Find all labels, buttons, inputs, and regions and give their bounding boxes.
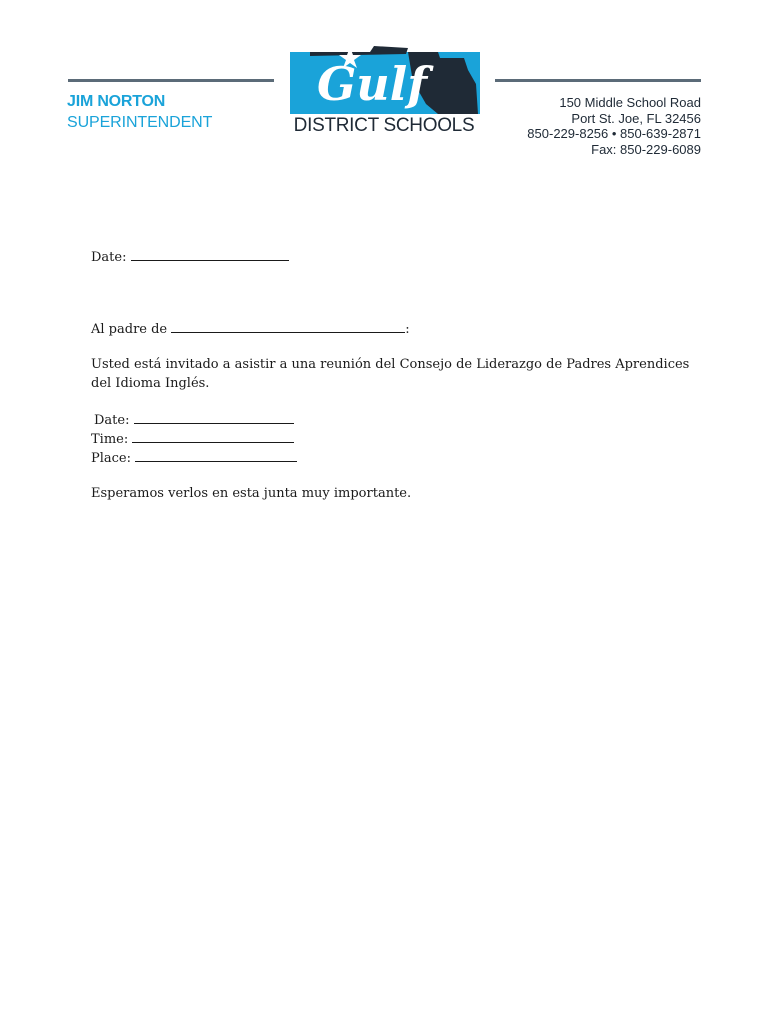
logo-caption: DISTRICT SCHOOLS bbox=[293, 115, 475, 136]
body-line: del Idioma Inglés. bbox=[91, 376, 210, 391]
logo-word: Gulf bbox=[317, 57, 427, 111]
address-line: 150 Middle School Road bbox=[559, 95, 701, 110]
field-blank bbox=[135, 449, 297, 462]
salutation-line bbox=[91, 320, 410, 337]
date-label: Date: bbox=[91, 250, 127, 265]
address-line: Port St. Joe, FL 32456 bbox=[571, 110, 701, 126]
field-label: Place: bbox=[91, 451, 132, 466]
body-line: Usted está invitado a asistir a una reunión del Consejo de Liderazgo de Padres Aprendices bbox=[91, 357, 690, 372]
date-line bbox=[91, 248, 289, 265]
date-blank bbox=[131, 248, 289, 261]
superintendent-title: SUPERINTENDENT bbox=[67, 114, 213, 131]
field-blank bbox=[132, 430, 294, 443]
field-place bbox=[91, 449, 297, 466]
school-address bbox=[527, 95, 701, 157]
address-line: Fax: 850-229-6089 bbox=[591, 141, 701, 157]
salutation-prefix: Al padre de bbox=[91, 322, 168, 337]
salutation-suffix: : bbox=[405, 322, 410, 337]
header-rule-right bbox=[495, 79, 701, 82]
closing-line: Esperamos verlos en esta junta muy importante. bbox=[91, 486, 412, 501]
header-rule-left bbox=[68, 79, 274, 82]
superintendent-name: JIM NORTON bbox=[67, 93, 166, 110]
field-blank bbox=[134, 411, 294, 424]
parent-name-blank bbox=[171, 320, 405, 333]
field-time bbox=[91, 430, 294, 447]
address-line: 850-229-8256 • 850-639-2871 bbox=[527, 126, 701, 142]
field-label: Date: bbox=[94, 413, 130, 428]
field-date bbox=[94, 411, 294, 428]
field-label: Time: bbox=[91, 432, 129, 447]
